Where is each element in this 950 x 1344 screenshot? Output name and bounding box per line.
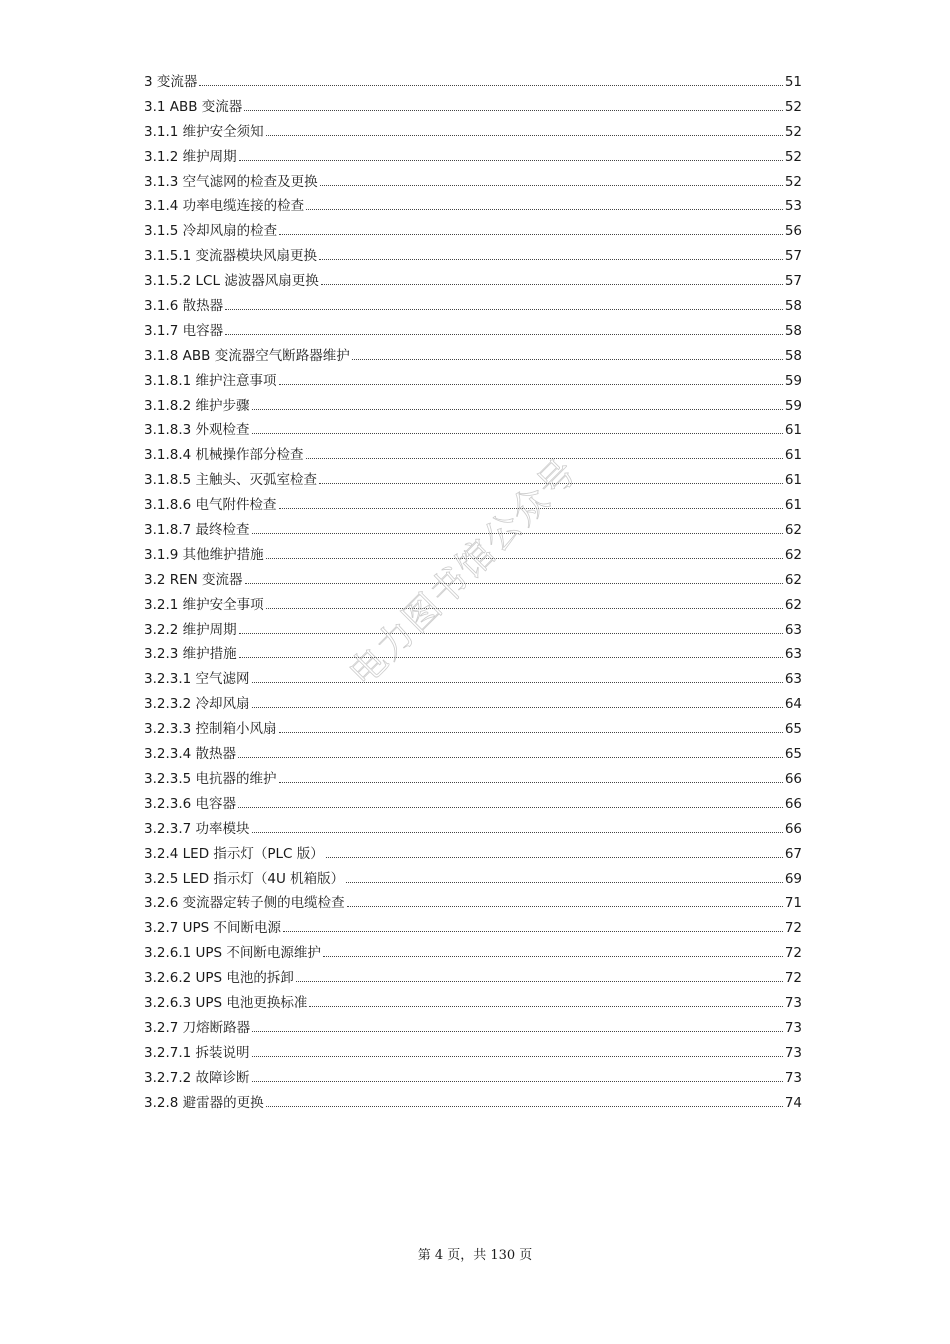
toc-entry[interactable] xyxy=(144,70,802,95)
toc-dot-leader xyxy=(266,558,783,559)
toc-entry-title: 3 变流器 xyxy=(144,74,198,90)
toc-dot-leader xyxy=(252,682,783,683)
toc-entry-title: 3.1.8.7 最终检查 xyxy=(144,522,250,539)
toc-entry[interactable] xyxy=(144,692,802,717)
toc-entry[interactable] xyxy=(144,767,802,792)
toc-entry-title: 3.2.3 维护措施 xyxy=(144,646,237,663)
toc-entry[interactable] xyxy=(144,443,802,468)
toc-entry-page-number: 71 xyxy=(784,895,802,912)
toc-dot-leader xyxy=(296,981,783,982)
toc-entry-page-number: 73 xyxy=(784,1069,802,1086)
toc-entry-page-number: 57 xyxy=(784,248,802,265)
toc-entry[interactable] xyxy=(144,269,802,294)
toc-entry-page-number: 66 xyxy=(784,770,802,787)
toc-entry-page-number: 58 xyxy=(784,298,802,315)
toc-entry-page-number: 63 xyxy=(784,646,802,663)
toc-entry[interactable] xyxy=(144,518,802,543)
toc-entry-title: 3.1.9 其他维护措施 xyxy=(144,546,264,563)
toc-dot-leader xyxy=(252,433,783,434)
toc-entry-title: 3.1.8.4 机械操作部分检查 xyxy=(144,447,304,464)
toc-entry-page-number: 51 xyxy=(784,74,802,90)
toc-entry-title: 3.2.6.1 UPS 不间断电源维护 xyxy=(144,945,321,962)
toc-entry[interactable] xyxy=(144,418,802,443)
toc-entry[interactable] xyxy=(144,120,802,145)
toc-dot-leader xyxy=(252,832,783,833)
toc-entry[interactable] xyxy=(144,369,802,394)
toc-dot-leader xyxy=(306,458,783,459)
toc-entry-title: 3.2.4 LED 指示灯（PLC 版） xyxy=(144,845,324,862)
toc-entry-page-number: 61 xyxy=(784,497,802,514)
toc-entry[interactable] xyxy=(144,244,802,269)
toc-entry[interactable] xyxy=(144,319,802,344)
toc-entry-page-number: 59 xyxy=(784,372,802,389)
toc-dot-leader xyxy=(279,782,783,783)
toc-entry[interactable] xyxy=(144,941,802,966)
toc-dot-leader xyxy=(306,209,783,210)
toc-entry-title: 3.2.3.4 散热器 xyxy=(144,746,237,763)
toc-entry-title: 3.2.7.1 拆装说明 xyxy=(144,1044,250,1061)
toc-entry[interactable] xyxy=(144,1016,802,1041)
toc-entry-title: 3.1.8.6 电气附件检查 xyxy=(144,497,277,514)
toc-entry-page-number: 61 xyxy=(784,422,802,439)
toc-dot-leader xyxy=(326,857,783,858)
toc-dot-leader xyxy=(225,309,783,310)
toc-entry-page-number: 73 xyxy=(784,1019,802,1036)
toc-entry-page-number: 72 xyxy=(784,970,802,987)
toc-entry-title: 3.1.4 功率电缆连接的检查 xyxy=(144,198,305,215)
toc-entry[interactable] xyxy=(144,1066,802,1091)
toc-entry-page-number: 52 xyxy=(784,98,802,115)
toc-entry[interactable] xyxy=(144,145,802,170)
toc-entry-page-number: 61 xyxy=(784,472,802,489)
toc-entry-title: 3.1.5 冷却风扇的检查 xyxy=(144,223,278,240)
toc-entry-title: 3.1.8.2 维护步骤 xyxy=(144,397,250,414)
toc-entry[interactable] xyxy=(144,1041,802,1066)
toc-entry-title: 3.2.3.2 冷却风扇 xyxy=(144,696,250,713)
toc-dot-leader xyxy=(352,359,783,360)
toc-entry-page-number: 74 xyxy=(784,1094,802,1111)
toc-entry-page-number: 63 xyxy=(784,671,802,688)
toc-entry-title: 3.2.7 刀熔断路器 xyxy=(144,1019,251,1036)
toc-entry-page-number: 65 xyxy=(784,721,802,738)
toc-entry-title: 3.2.3.1 空气滤网 xyxy=(144,671,250,688)
toc-entry-page-number: 57 xyxy=(784,273,802,290)
toc-entry-page-number: 58 xyxy=(784,347,802,364)
toc-dot-leader xyxy=(239,657,783,658)
toc-dot-leader xyxy=(279,508,783,509)
toc-entry-page-number: 62 xyxy=(784,596,802,613)
toc-entry[interactable] xyxy=(144,344,802,369)
toc-entry-title: 3.2.3.6 电容器 xyxy=(144,795,237,812)
toc-entry-title: 3.1 ABB 变流器 xyxy=(144,98,243,115)
toc-dot-leader xyxy=(266,1106,783,1107)
toc-entry-page-number: 66 xyxy=(784,820,802,837)
toc-dot-leader xyxy=(239,633,783,634)
toc-entry-title: 3.2.6 变流器定转子侧的电缆检查 xyxy=(144,895,345,912)
toc-entry[interactable] xyxy=(144,642,802,667)
toc-entry[interactable] xyxy=(144,717,802,742)
toc-entry-title: 3.1.8.5 主触头、灭弧室检查 xyxy=(144,472,318,489)
toc-entry-page-number: 73 xyxy=(784,1044,802,1061)
toc-entry[interactable] xyxy=(144,867,802,892)
toc-entry[interactable] xyxy=(144,817,802,842)
toc-entry[interactable] xyxy=(144,842,802,867)
toc-entry-title: 3.2.6.3 UPS 电池更换标准 xyxy=(144,994,308,1011)
toc-dot-leader xyxy=(199,85,782,86)
toc-dot-leader xyxy=(320,185,783,186)
toc-entry[interactable] xyxy=(144,170,802,195)
toc-dot-leader xyxy=(238,757,783,758)
toc-entry-page-number: 62 xyxy=(784,571,802,588)
toc-dot-leader xyxy=(266,608,783,609)
toc-entry[interactable] xyxy=(144,593,802,618)
toc-dot-leader xyxy=(252,707,783,708)
toc-dot-leader xyxy=(346,882,783,883)
toc-dot-leader xyxy=(238,807,783,808)
toc-entry-page-number: 58 xyxy=(784,322,802,339)
page-footer: 第 4 页，共 130 页 xyxy=(417,1248,533,1263)
toc-entry[interactable] xyxy=(144,742,802,767)
toc-dot-leader xyxy=(283,931,783,932)
toc-dot-leader xyxy=(323,956,783,957)
toc-dot-leader xyxy=(319,259,783,260)
toc-entry-page-number: 64 xyxy=(784,696,802,713)
toc-entry-title: 3.1.6 散热器 xyxy=(144,298,224,315)
toc-dot-leader xyxy=(279,732,783,733)
toc-entry[interactable] xyxy=(144,792,802,817)
toc-entry-page-number: 67 xyxy=(784,845,802,862)
toc-entry[interactable] xyxy=(144,568,802,593)
toc-dot-leader xyxy=(252,409,783,410)
toc-dot-leader xyxy=(347,906,783,907)
toc-entry-page-number: 52 xyxy=(784,173,802,190)
toc-dot-leader xyxy=(252,1081,783,1082)
toc-entry-page-number: 72 xyxy=(784,945,802,962)
toc-entry[interactable] xyxy=(144,966,802,991)
toc-entry[interactable] xyxy=(144,667,802,692)
toc-dot-leader xyxy=(225,334,783,335)
toc-entry-page-number: 69 xyxy=(784,870,802,887)
toc-entry-title: 3.2.3.5 电抗器的维护 xyxy=(144,770,277,787)
toc-entry-title: 3.2.6.2 UPS 电池的拆卸 xyxy=(144,970,294,987)
toc-dot-leader xyxy=(244,110,783,111)
toc-entry-page-number: 65 xyxy=(784,746,802,763)
toc-entry-title: 3.1.8 ABB 变流器空气断路器维护 xyxy=(144,347,350,364)
toc-entry-page-number: 52 xyxy=(784,123,802,140)
toc-entry[interactable] xyxy=(144,618,802,643)
toc-entry-page-number: 56 xyxy=(784,223,802,240)
toc-entry[interactable] xyxy=(144,493,802,518)
toc-entry[interactable] xyxy=(144,1091,802,1116)
toc-entry-page-number: 52 xyxy=(784,148,802,165)
toc-dot-leader xyxy=(239,160,783,161)
toc-entry[interactable] xyxy=(144,891,802,916)
toc-dot-leader xyxy=(245,583,783,584)
toc-dot-leader xyxy=(252,1031,783,1032)
toc-entry[interactable] xyxy=(144,95,802,120)
toc-entry[interactable] xyxy=(144,916,802,941)
toc-entry-title: 3.2.3.7 功率模块 xyxy=(144,820,250,837)
toc-dot-leader xyxy=(252,533,783,534)
toc-entry-page-number: 53 xyxy=(784,198,802,215)
toc-dot-leader xyxy=(309,1006,782,1007)
toc-entry-page-number: 61 xyxy=(784,447,802,464)
toc-dot-leader xyxy=(279,234,783,235)
toc-entry-title: 3.2.2 维护周期 xyxy=(144,621,237,638)
toc-entry-title: 3.2.3.3 控制箱小风扇 xyxy=(144,721,277,738)
toc-entry-title: 3.1.8.1 维护注意事项 xyxy=(144,372,277,389)
toc-entry-page-number: 73 xyxy=(784,994,802,1011)
toc-entry[interactable] xyxy=(144,194,802,219)
toc-entry[interactable] xyxy=(144,543,802,568)
toc-entry-title: 3.2.7.2 故障诊断 xyxy=(144,1069,250,1086)
table-of-contents xyxy=(144,70,802,1115)
toc-dot-leader xyxy=(279,384,783,385)
toc-dot-leader xyxy=(319,483,783,484)
toc-entry[interactable] xyxy=(144,294,802,319)
toc-entry[interactable] xyxy=(144,219,802,244)
toc-entry-title: 3.1.2 维护周期 xyxy=(144,148,237,165)
toc-entry[interactable] xyxy=(144,991,802,1016)
toc-entry[interactable] xyxy=(144,394,802,419)
toc-entry[interactable] xyxy=(144,468,802,493)
toc-entry-title: 3.2.7 UPS 不间断电源 xyxy=(144,920,282,937)
toc-entry-title: 3.2.5 LED 指示灯（4U 机箱版） xyxy=(144,870,345,887)
toc-entry-page-number: 66 xyxy=(784,795,802,812)
toc-entry-page-number: 72 xyxy=(784,920,802,937)
toc-dot-leader xyxy=(321,284,783,285)
toc-entry-title: 3.1.8.3 外观检查 xyxy=(144,422,250,439)
toc-entry-title: 3.2.1 维护安全事项 xyxy=(144,596,264,613)
toc-entry-title: 3.1.3 空气滤网的检查及更换 xyxy=(144,173,318,190)
toc-entry-page-number: 63 xyxy=(784,621,802,638)
toc-entry-title: 3.1.5.2 LCL 滤波器风扇更换 xyxy=(144,273,319,290)
toc-entry-title: 3.1.1 维护安全须知 xyxy=(144,123,264,140)
toc-entry-title: 3.1.7 电容器 xyxy=(144,322,224,339)
toc-dot-leader xyxy=(252,1056,783,1057)
toc-dot-leader xyxy=(266,135,783,136)
toc-entry-page-number: 62 xyxy=(784,546,802,563)
toc-entry-title: 3.2 REN 变流器 xyxy=(144,571,243,588)
toc-entry-page-number: 62 xyxy=(784,522,802,539)
watermark: 电力图书馆公众号 xyxy=(341,450,586,695)
toc-entry-page-number: 59 xyxy=(784,397,802,414)
toc-entry-title: 3.2.8 避雷器的更换 xyxy=(144,1094,264,1111)
toc-entry-title: 3.1.5.1 变流器模块风扇更换 xyxy=(144,248,318,265)
